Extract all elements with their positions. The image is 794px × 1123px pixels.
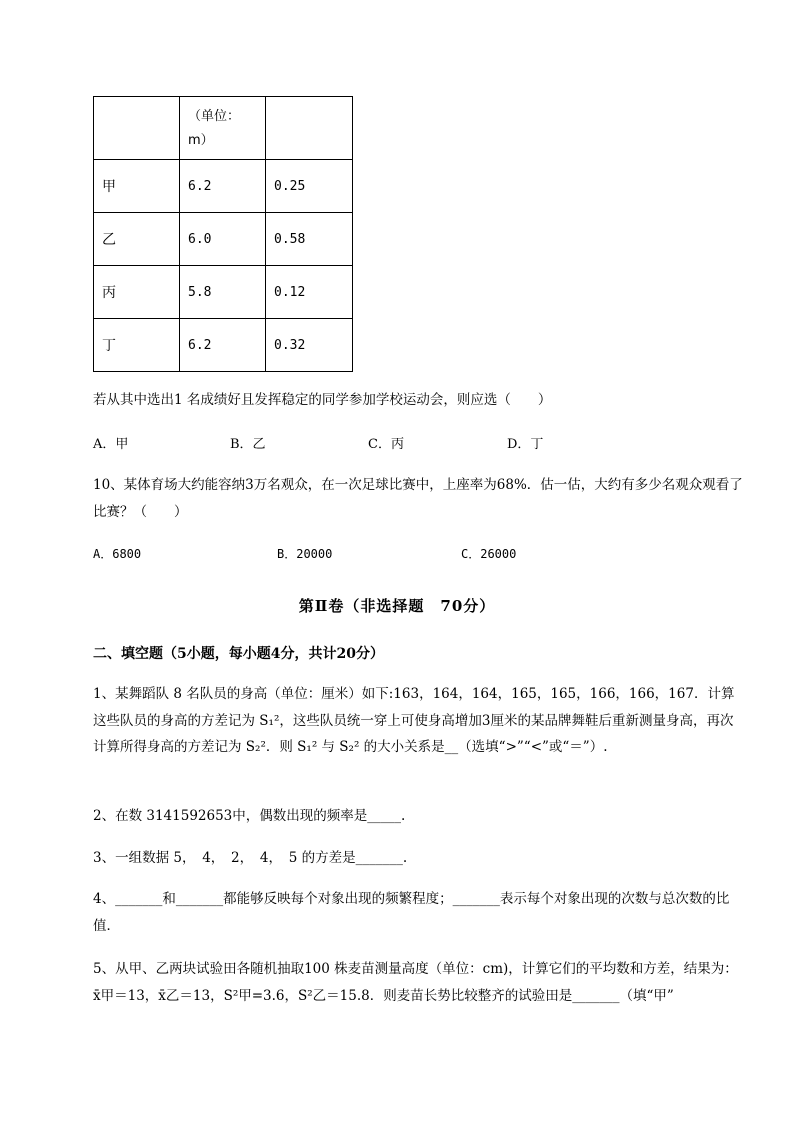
table-row [94, 160, 353, 213]
section-title: 第Ⅱ卷（非选择题 70分） [298, 597, 496, 615]
variance-value: 0.58 [266, 213, 353, 266]
average-value: 6.0 [180, 213, 266, 266]
average-value: 6.2 [180, 319, 266, 372]
option-b: B．20000 [277, 547, 333, 561]
fill-question-1: 1、某舞蹈队 8 名队员的身高（单位：厘米）如下:163，164，164，165，165，166，166，167．计算这些队员的身高的方差记为 S₁²，这些队员统一穿上可使身高增加3厘米的某品牌舞鞋后重新测量身高，再次计算所得身高的方差记为 S₂²．则 S₁² 与 S₂² 的大小关系是__（选填“>”“<”或“＝”）. [93, 686, 735, 755]
table-header-unit: （单位：m） [180, 97, 266, 160]
fill-question-5: 5、从甲、乙两块试验田各随机抽取100 株麦苗测量高度（单位：cm)，计算它们的平均数和方差，结果为：x̄甲＝13，x̄乙＝13，S²甲=3.6，S²乙＝15.8．则麦苗长势比较整齐的试验田是_______（填“甲” [93, 961, 738, 1004]
table-row [94, 319, 353, 372]
question-9-stem: 若从其中选出1 名成绩好且发挥稳定的同学参加学校运动会，则应选（ ） [93, 392, 552, 408]
option-d: D．丁 [507, 437, 544, 452]
option-a: A．甲 [93, 437, 129, 452]
score-table [93, 96, 353, 372]
variance-value: 0.25 [266, 160, 353, 213]
variance-value: 0.32 [266, 319, 353, 372]
fill-question-2: 2、在数 3141592653中，偶数出现的频率是_____. [93, 808, 406, 824]
fill-question-3: 3、一组数据 5， 4， 2， 4， 5 的方差是_______. [93, 850, 408, 866]
table-row [94, 266, 353, 319]
table-row [94, 213, 353, 266]
table-header-cell [266, 97, 353, 160]
average-value: 6.2 [180, 160, 266, 213]
question-10-stem: 10、某体育场大约能容纳3万名观众，在一次足球比赛中，上座率为68%．估一估，大约有多少名观众观看了比赛？（ ） [93, 477, 743, 520]
option-c: C．丙 [368, 437, 404, 452]
option-a: A．6800 [93, 547, 142, 561]
student-name: 乙 [94, 213, 180, 266]
option-c: C．26000 [461, 547, 517, 561]
variance-value: 0.12 [266, 266, 353, 319]
student-name: 甲 [94, 160, 180, 213]
average-value: 5.8 [180, 266, 266, 319]
table-header-row [94, 97, 353, 160]
student-name: 丁 [94, 319, 180, 372]
student-name: 丙 [94, 266, 180, 319]
fill-question-4: 4、_______和_______都能够反映每个对象出现的频繁程度；_______表示每个对象出现的次数与总次数的比值． [93, 891, 730, 934]
table-header-cell [94, 97, 180, 160]
option-b: B．乙 [230, 437, 266, 452]
section-subtitle: 二、填空题（5小题，每小题4分，共计20分） [93, 646, 384, 662]
